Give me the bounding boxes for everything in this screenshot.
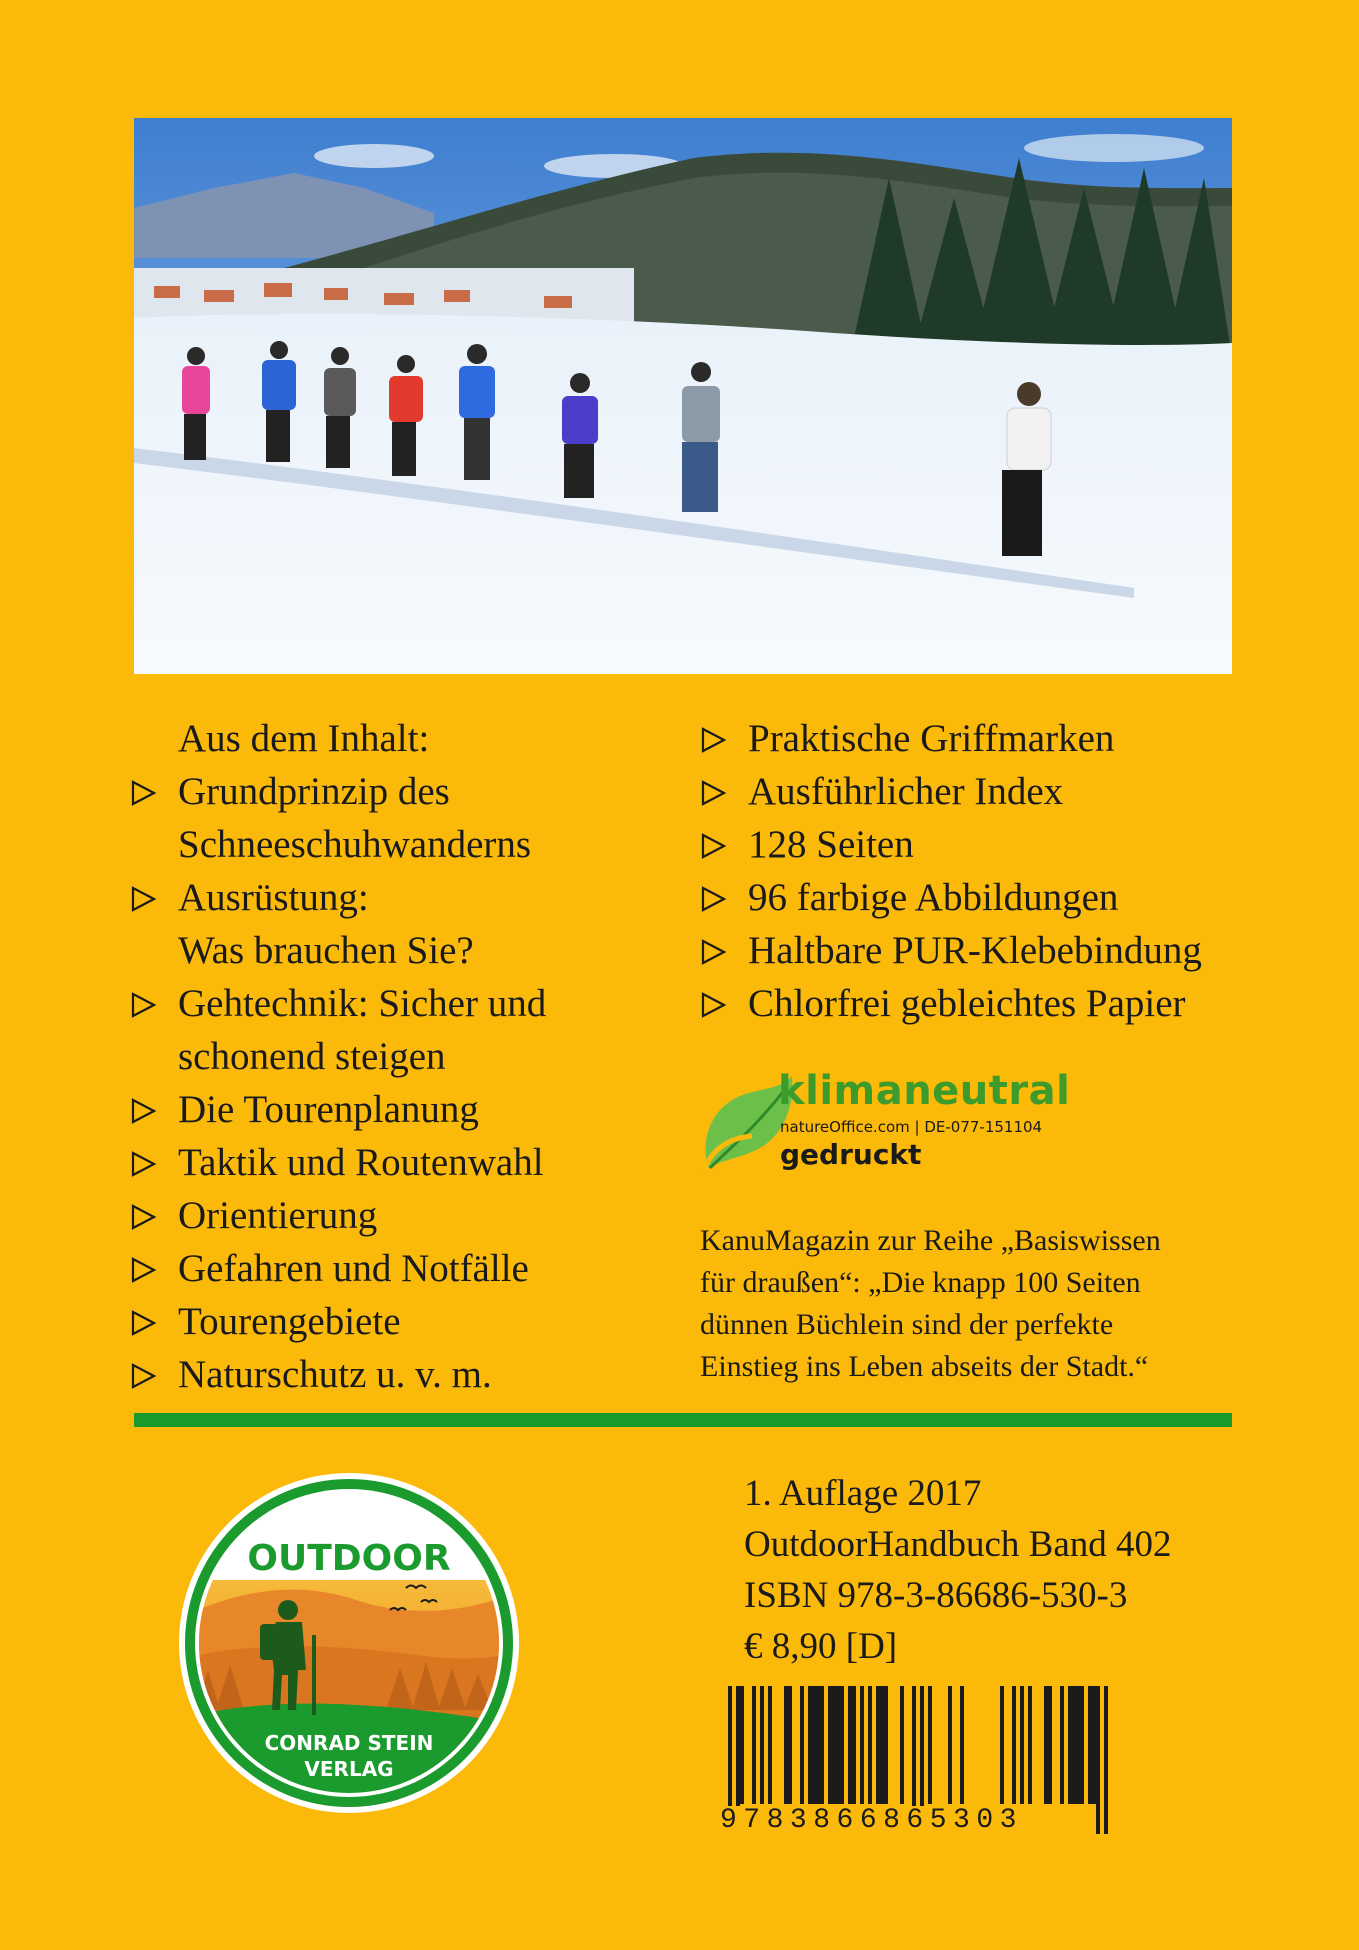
contents-heading: Aus dem Inhalt: bbox=[178, 717, 430, 760]
barcode-bar bbox=[760, 1686, 764, 1804]
klimaneutral-id: natureOffice.com | DE-077-151104 bbox=[780, 1118, 1043, 1136]
feature-item-text: Praktische Griffmarken bbox=[748, 717, 1115, 760]
barcode-bar bbox=[784, 1686, 788, 1804]
logo-bottom-line2: VERLAG bbox=[304, 1757, 394, 1781]
barcode-bar bbox=[808, 1686, 812, 1804]
contents-left-list bbox=[130, 765, 690, 1401]
contents-item-line: schonend steigen bbox=[178, 1035, 446, 1078]
barcode-bar bbox=[1088, 1686, 1092, 1804]
contents-item-line: Grundprinzip des bbox=[178, 770, 450, 813]
contents-item-line: Was brauchen Sie? bbox=[178, 929, 474, 972]
feature-list-item bbox=[700, 977, 1260, 1030]
barcode-bar bbox=[836, 1686, 840, 1804]
contents-list-item bbox=[130, 1295, 690, 1348]
feature-item-text: 96 farbige Abbildungen bbox=[748, 876, 1119, 919]
barcode-bar bbox=[852, 1686, 856, 1804]
feature-item-text: Chlorfrei gebleichtes Papier bbox=[748, 982, 1186, 1025]
triangle-bullet-icon bbox=[700, 991, 728, 1019]
contents-list-item bbox=[130, 1189, 690, 1242]
klimaneutral-gedruckt: gedruckt bbox=[780, 1138, 922, 1171]
barcode-bar bbox=[752, 1686, 756, 1804]
barcode-bar bbox=[1000, 1686, 1004, 1804]
barcode-bar bbox=[868, 1686, 872, 1804]
snowshoe-photo-illustration bbox=[134, 118, 1232, 674]
contents-item-line: Tourengebiete bbox=[178, 1300, 401, 1343]
contents-list-item bbox=[130, 1242, 690, 1295]
quote-line: Einstieg ins Leben abseits der Stadt.“ bbox=[700, 1350, 1149, 1383]
series-line: OutdoorHandbuch Band 402 bbox=[744, 1524, 1172, 1565]
price-line: € 8,90 [D] bbox=[744, 1626, 898, 1667]
feature-list-item bbox=[700, 871, 1260, 924]
logo-top-text: OUTDOOR bbox=[247, 1538, 451, 1579]
barcode-bar bbox=[948, 1686, 952, 1804]
contents-list-item bbox=[130, 871, 690, 977]
triangle-bullet-icon bbox=[130, 1256, 158, 1284]
barcode-bar bbox=[740, 1686, 744, 1804]
barcode-bar bbox=[812, 1686, 816, 1804]
barcode-bar bbox=[900, 1686, 904, 1804]
triangle-bullet-icon bbox=[130, 1150, 158, 1178]
feature-item-text: Ausführlicher Index bbox=[748, 770, 1064, 813]
contents-left-column bbox=[130, 712, 690, 1401]
contents-item-line: Schneeschuhwanderns bbox=[178, 823, 532, 866]
edition-line: 1. Auflage 2017 bbox=[744, 1473, 982, 1514]
barcode-bar bbox=[1044, 1686, 1048, 1804]
contents-list-item bbox=[130, 1136, 690, 1189]
triangle-bullet-icon bbox=[130, 1362, 158, 1390]
barcode-bar bbox=[860, 1686, 864, 1804]
feature-item-text: Haltbare PUR-Klebebindung bbox=[748, 929, 1202, 972]
contents-list-item bbox=[130, 1083, 690, 1136]
contents-list-item bbox=[130, 977, 690, 1083]
barcode-bar bbox=[1020, 1686, 1024, 1804]
barcode-bar bbox=[788, 1686, 792, 1804]
contents-item-line: Naturschutz u. v. m. bbox=[178, 1353, 492, 1396]
barcode-digits: 9783866865303 bbox=[716, 1806, 1027, 1836]
quote-line: dünnen Büchlein sind der perfekte bbox=[700, 1308, 1114, 1341]
isbn-line: ISBN 978-3-86686-530-3 bbox=[744, 1575, 1128, 1616]
barcode-bar bbox=[1072, 1686, 1076, 1804]
logo-bottom-line1: CONRAD STEIN bbox=[264, 1731, 434, 1755]
barcode-bar bbox=[876, 1686, 880, 1804]
outdoor-logo bbox=[176, 1470, 522, 1816]
barcode-bar bbox=[960, 1686, 964, 1804]
klimaneutral-title: klimaneutral bbox=[778, 1068, 1071, 1114]
feature-list-item bbox=[700, 924, 1260, 977]
outdoor-logo-graphic bbox=[176, 1470, 522, 1816]
feature-list-item bbox=[700, 818, 1260, 871]
contents-list-item bbox=[130, 1348, 690, 1401]
contents-item-line: Ausrüstung: bbox=[178, 876, 369, 919]
triangle-bullet-icon bbox=[130, 991, 158, 1019]
feature-list-item bbox=[700, 765, 1260, 818]
triangle-bullet-icon bbox=[130, 779, 158, 807]
barcode-bar bbox=[832, 1686, 836, 1804]
triangle-bullet-icon bbox=[700, 779, 728, 807]
contents-item-line: Gehtechnik: Sicher und bbox=[178, 982, 547, 1025]
feature-list-item bbox=[700, 712, 1260, 765]
review-quote bbox=[700, 1220, 1260, 1388]
quote-line: für draußen“: „Die knapp 100 Seiten bbox=[700, 1266, 1141, 1299]
contents-right-list bbox=[700, 712, 1260, 1030]
barcode-bar bbox=[800, 1686, 804, 1804]
barcode-bar bbox=[1068, 1686, 1072, 1804]
triangle-bullet-icon bbox=[700, 726, 728, 754]
barcode-bar bbox=[768, 1686, 772, 1804]
barcode-bar bbox=[1096, 1686, 1100, 1834]
cover-photo bbox=[134, 118, 1232, 674]
barcode-bar bbox=[1104, 1686, 1108, 1834]
triangle-bullet-icon bbox=[700, 885, 728, 913]
barcode-bar bbox=[1028, 1686, 1032, 1804]
barcode-bar bbox=[1048, 1686, 1052, 1804]
barcode-bar bbox=[884, 1686, 888, 1804]
klimaneutral-badge bbox=[700, 1068, 1071, 1178]
contents-list-item bbox=[130, 765, 690, 871]
barcode-bar bbox=[1012, 1686, 1016, 1804]
triangle-bullet-icon bbox=[130, 1309, 158, 1337]
triangle-bullet-icon bbox=[700, 832, 728, 860]
publication-info bbox=[744, 1468, 1172, 1672]
barcode-bar bbox=[828, 1686, 832, 1804]
contents-item-line: Taktik und Routenwahl bbox=[178, 1141, 544, 1184]
barcode-bar bbox=[1060, 1686, 1064, 1804]
contents-item-line: Gefahren und Notfälle bbox=[178, 1247, 529, 1290]
barcode-bar bbox=[820, 1686, 824, 1804]
quote-line: KanuMagazin zur Reihe „Basiswissen bbox=[700, 1224, 1161, 1257]
barcode-bar bbox=[848, 1686, 852, 1804]
triangle-bullet-icon bbox=[130, 885, 158, 913]
contents-item-line: Die Tourenplanung bbox=[178, 1088, 479, 1131]
barcode-bar bbox=[928, 1686, 932, 1804]
triangle-bullet-icon bbox=[130, 1203, 158, 1231]
triangle-bullet-icon bbox=[130, 1097, 158, 1125]
barcode-bar bbox=[1092, 1686, 1096, 1804]
green-divider bbox=[134, 1413, 1232, 1427]
barcode-bar bbox=[1076, 1686, 1080, 1804]
barcode-bar bbox=[880, 1686, 884, 1804]
barcode-bar bbox=[816, 1686, 820, 1804]
feature-item-text: 128 Seiten bbox=[748, 823, 914, 866]
contents-item-line: Orientierung bbox=[178, 1194, 378, 1237]
triangle-bullet-icon bbox=[700, 938, 728, 966]
contents-right-column bbox=[700, 712, 1260, 1030]
barcode-bar bbox=[1080, 1686, 1084, 1804]
barcode-bar bbox=[840, 1686, 844, 1804]
